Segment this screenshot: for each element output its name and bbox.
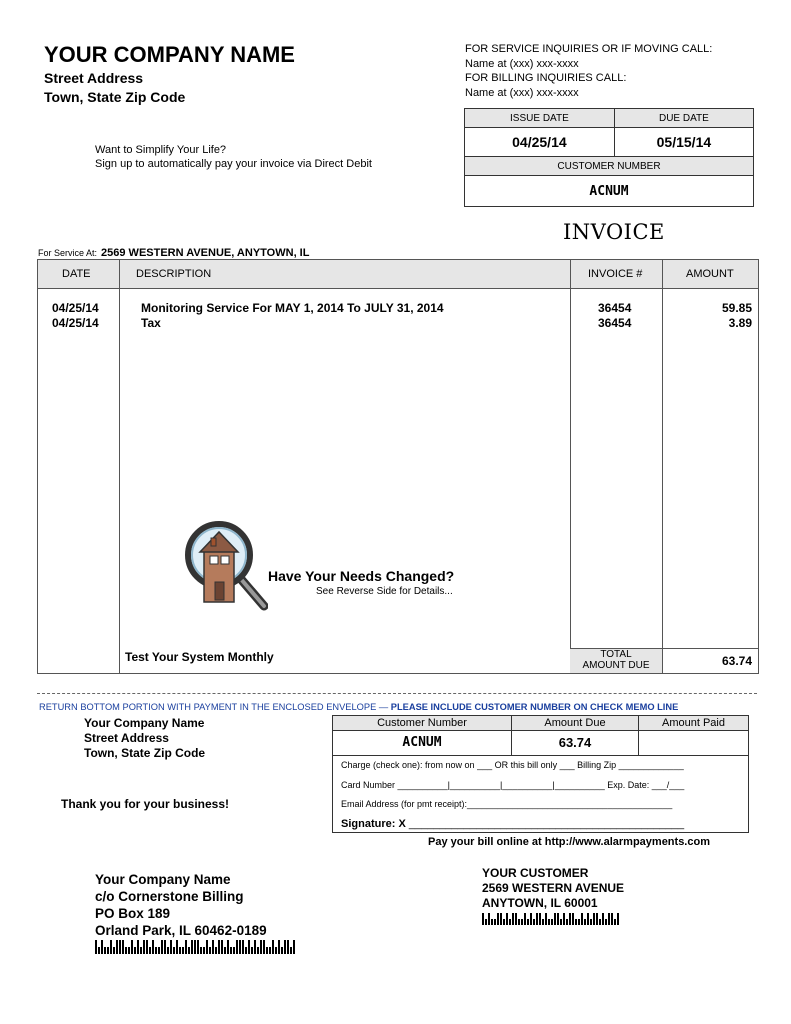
total-label-line-2: AMOUNT DUE — [582, 660, 650, 671]
service-address — [38, 247, 309, 259]
service-inquiry-contact: Name at (xxx) xxx-xxxx — [465, 57, 579, 70]
total-amount-due-value: 63.74 — [663, 648, 758, 672]
barcode-bar — [287, 940, 289, 954]
column-header-date: DATE — [62, 268, 91, 280]
barcode-bar — [593, 913, 595, 925]
pay-amount-paid-label: Amount Paid — [639, 716, 748, 731]
barcode-bar — [185, 940, 187, 954]
remit-town: Town, State Zip Code — [84, 746, 206, 760]
barcode-bar — [176, 940, 178, 954]
company-name: YOUR COMPANY NAME — [44, 42, 295, 67]
barcode-bar — [542, 919, 544, 925]
barcode-bar — [587, 913, 589, 925]
barcode-bar — [167, 947, 169, 954]
barcode-bar — [218, 940, 220, 954]
customer-number-value: ACNUM — [465, 176, 754, 207]
row-invoice: 36454 — [598, 316, 632, 330]
barcode-bar — [578, 919, 580, 925]
barcode-bar — [545, 913, 547, 925]
barcode-bar — [215, 947, 217, 954]
barcode-bar — [266, 947, 268, 954]
mail-to-line-3: ANYTOWN, IL 60001 — [482, 896, 598, 910]
barcode-bar — [482, 913, 484, 925]
signature-field[interactable]: _____________________________________________ — [408, 818, 685, 830]
barcode-bar — [263, 940, 265, 954]
barcode-bar — [530, 913, 532, 925]
service-inquiry-heading: FOR SERVICE INQUIRIES OR IF MOVING CALL: — [465, 43, 713, 55]
promo-line-1: Want to Simplify Your Life? — [95, 144, 227, 156]
company-street: Street Address — [44, 70, 144, 86]
invoice-title: INVOICE — [563, 220, 665, 244]
row-amount: 3.89 — [728, 316, 752, 330]
barcode-bar — [251, 947, 253, 954]
column-divider — [662, 260, 663, 673]
barcode-bar — [221, 940, 223, 954]
signature-label: Signature: X — [341, 818, 406, 830]
barcode-bar — [155, 947, 157, 954]
invoice-table — [37, 259, 759, 674]
barcode-bar — [239, 940, 241, 954]
row-date: 04/25/14 — [52, 316, 99, 330]
barcode-bar — [503, 919, 505, 925]
thank-you-note: Thank you for your business! — [61, 797, 230, 811]
barcode-bar — [566, 919, 568, 925]
barcode-bar — [491, 919, 493, 925]
barcode-bar — [125, 947, 127, 954]
amount-paid-field[interactable] — [639, 731, 748, 755]
barcode-bar — [122, 940, 124, 954]
promo-line-2: Sign up to automatically pay your invoice via Direct Debit — [95, 158, 372, 170]
service-address-label: For Service At: — [38, 248, 98, 258]
mail-from-line-1: Your Company Name — [95, 872, 231, 887]
barcode-bar — [149, 947, 151, 954]
due-date-value: 05/15/14 — [614, 128, 753, 157]
barcode-bar — [605, 919, 607, 925]
barcode-bar — [512, 913, 514, 925]
barcode-bar — [599, 919, 601, 925]
barcode-bar — [581, 913, 583, 925]
barcode-bar — [173, 947, 175, 954]
service-address-value: 2569 WESTERN AVENUE, ANYTOWN, IL — [101, 247, 310, 259]
barcode-bar — [104, 947, 106, 954]
barcode-bar — [152, 940, 154, 954]
barcode-bar — [140, 947, 142, 954]
barcode-bar — [590, 919, 592, 925]
barcode-bar — [164, 940, 166, 954]
billing-inquiry-heading: FOR BILLING INQUIRIES CALL: — [465, 72, 627, 84]
remit-company-name: Your Company Name — [84, 716, 205, 730]
barcode-bar — [269, 947, 271, 954]
barcode-bar — [191, 940, 193, 954]
barcode-bar — [527, 919, 529, 925]
barcode-bar — [197, 940, 199, 954]
barcode-bar — [230, 947, 232, 954]
row-description: Tax — [141, 316, 161, 330]
barcode-bar — [260, 940, 262, 954]
mailing-to-address — [482, 866, 624, 925]
magnifier-house-icon — [184, 520, 268, 612]
direct-debit-promo — [95, 143, 372, 171]
barcode-bar — [281, 947, 283, 954]
column-divider — [570, 260, 571, 673]
barcode-bar — [182, 947, 184, 954]
barcode-bar — [569, 913, 571, 925]
barcode-bar — [533, 919, 535, 925]
column-header-invoice: INVOICE # — [588, 268, 643, 280]
mail-to-line-1: YOUR CUSTOMER — [482, 866, 589, 880]
mail-from-line-2: c/o Cornerstone Billing — [95, 889, 244, 904]
table-row — [52, 301, 99, 331]
barcode-bar — [560, 919, 562, 925]
barcode-bar — [134, 947, 136, 954]
barcode-bar — [107, 947, 109, 954]
pay-online-link[interactable]: Pay your bill online at http://www.alarmpayments.com — [428, 836, 710, 848]
barcode-bar — [110, 940, 112, 954]
payment-box — [332, 715, 749, 833]
barcode-bar — [179, 947, 181, 954]
total-label-line-1: TOTAL — [600, 649, 632, 660]
issue-date-label: ISSUE DATE — [465, 109, 615, 128]
barcode-bar — [224, 947, 226, 954]
barcode-bar — [131, 940, 133, 954]
barcode-bar — [488, 913, 490, 925]
barcode-bar — [95, 940, 97, 954]
barcode-bar — [500, 913, 502, 925]
barcode-bar — [137, 940, 139, 954]
barcode-bar — [143, 940, 145, 954]
barcode-bar — [119, 940, 121, 954]
column-header-amount: AMOUNT — [686, 268, 734, 280]
date-box — [464, 108, 754, 207]
email-receipt-line[interactable]: Email Address (for pmt receipt):_________________________________________ — [341, 799, 673, 809]
barcode-bar — [608, 913, 610, 925]
issue-date-value: 04/25/14 — [465, 128, 615, 157]
barcode-bar — [200, 947, 202, 954]
needs-changed-subtitle: See Reverse Side for Details... — [316, 586, 453, 597]
table-row — [598, 301, 631, 331]
tear-off-line — [37, 693, 757, 694]
barcode-bar — [293, 940, 295, 954]
barcode-bar — [128, 947, 130, 954]
barcode-bar — [518, 919, 520, 925]
company-town: Town, State Zip Code — [44, 89, 186, 105]
barcode-bar — [209, 947, 211, 954]
pay-customer-number-label: Customer Number — [333, 716, 511, 731]
barcode-bar — [245, 947, 247, 954]
barcode-bar — [584, 919, 586, 925]
barcode-bar — [248, 940, 250, 954]
barcode-bar — [554, 913, 556, 925]
table-row — [722, 301, 752, 331]
barcode-bar — [575, 919, 577, 925]
barcode-bar — [551, 919, 553, 925]
mail-to-line-2: 2569 WESTERN AVENUE — [482, 881, 625, 895]
row-amount: 59.85 — [721, 301, 752, 315]
barcode-bar — [536, 913, 538, 925]
barcode-bar — [572, 913, 574, 925]
mail-from-line-3: PO Box 189 — [95, 906, 171, 921]
barcode-bar — [548, 919, 550, 925]
signature-line[interactable] — [341, 818, 684, 830]
barcode-bar — [506, 913, 508, 925]
barcode-bar — [290, 947, 292, 954]
needs-changed-title: Have Your Needs Changed? — [268, 568, 455, 584]
barcode-bar — [101, 940, 103, 954]
barcode-bar — [563, 913, 565, 925]
return-instruction-emphasis: PLEASE INCLUDE CUSTOMER NUMBER ON CHECK MEMO LINE — [390, 702, 679, 712]
remit-company-address — [84, 716, 205, 761]
barcode-bar — [617, 913, 619, 925]
customer-number-label: CUSTOMER NUMBER — [465, 157, 754, 176]
barcode-bar — [485, 919, 487, 925]
barcode-bar — [158, 947, 160, 954]
return-instruction — [39, 702, 678, 712]
barcode-bar — [515, 913, 517, 925]
barcode-bar — [602, 913, 604, 925]
barcode-bar — [521, 919, 523, 925]
due-date-label: DUE DATE — [614, 109, 753, 128]
pay-amount-due-label: Amount Due — [512, 716, 638, 731]
barcode-bar — [146, 940, 148, 954]
total-amount-due-label — [570, 648, 662, 673]
barcode-bar — [212, 940, 214, 954]
pay-amount-due-value: 63.74 — [558, 735, 592, 750]
barcode-bar — [98, 947, 100, 954]
barcode-bar — [227, 940, 229, 954]
column-divider — [119, 260, 120, 673]
test-system-note: Test Your System Monthly — [125, 650, 274, 664]
barcode-bar — [557, 913, 559, 925]
barcode-bar — [497, 913, 499, 925]
barcode-bar — [161, 940, 163, 954]
barcode-bar — [254, 940, 256, 954]
row-invoice: 36454 — [598, 301, 632, 315]
barcode-bar — [275, 947, 277, 954]
barcode-bar — [614, 919, 616, 925]
remit-street: Street Address — [84, 731, 169, 745]
barcode-bar — [194, 940, 196, 954]
barcode-bar — [524, 913, 526, 925]
pay-customer-number-value: ACNUM — [402, 735, 442, 750]
barcode-bar — [539, 913, 541, 925]
barcode-bar — [242, 940, 244, 954]
barcode-bar — [113, 947, 115, 954]
row-description: Monitoring Service For MAY 1, 2014 To JULY 31, 2014 — [141, 301, 444, 315]
company-address — [44, 69, 185, 107]
barcode-bar — [494, 919, 496, 925]
barcode-bar — [116, 940, 118, 954]
table-row — [141, 301, 444, 331]
postal-barcode — [482, 913, 624, 925]
row-date: 04/25/14 — [52, 301, 99, 315]
billing-inquiry-contact: Name at (xxx) xxx-xxxx — [465, 86, 579, 99]
barcode-bar — [509, 919, 511, 925]
barcode-bar — [206, 940, 208, 954]
payment-divider — [333, 755, 748, 756]
column-header-description: DESCRIPTION — [136, 268, 212, 280]
barcode-bar — [596, 913, 598, 925]
return-instruction-text: RETURN BOTTOM PORTION WITH PAYMENT IN THE ENCLOSED ENVELOPE — — [39, 702, 391, 712]
charge-option-line[interactable]: Charge (check one): from now on ___ OR this bill only ___ Billing Zip _____________ — [341, 760, 684, 770]
barcode-bar — [170, 940, 172, 954]
postal-barcode — [95, 940, 295, 954]
barcode-bar — [284, 940, 286, 954]
barcode-bar — [278, 940, 280, 954]
barcode-bar — [236, 940, 238, 954]
barcode-bar — [233, 947, 235, 954]
mail-from-line-4: Orland Park, IL 60462-0189 — [95, 923, 267, 938]
barcode-bar — [188, 947, 190, 954]
mailing-from-address — [95, 871, 295, 954]
barcode-bar — [203, 947, 205, 954]
barcode-bar — [272, 940, 274, 954]
barcode-bar — [611, 913, 613, 925]
inquiries-block — [465, 42, 712, 100]
card-number-line[interactable]: Card Number __________|__________|__________|__________ Exp. Date: ___/___ — [341, 780, 685, 790]
barcode-bar — [257, 947, 259, 954]
